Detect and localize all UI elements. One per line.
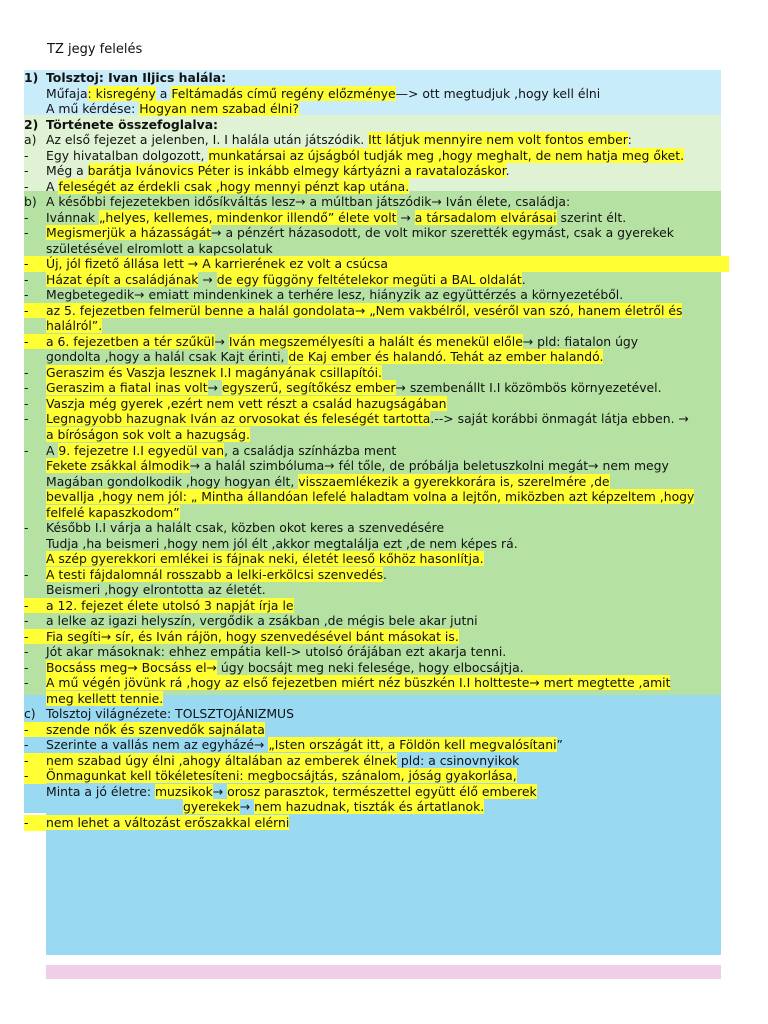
text-run: → — [207, 380, 222, 396]
highlighted-text: halálról”. — [46, 318, 103, 334]
highlighted-text: orosz parasztok, természettel együtt élő emberek — [227, 783, 537, 799]
highlighted-text: a bíróságon sok volt a hazugság. — [46, 427, 250, 442]
line-marker: - — [24, 598, 46, 614]
line-marker: - — [24, 629, 46, 645]
line-text — [46, 70, 226, 86]
highlighted-text: Megismerjük a házasságát — [46, 225, 212, 241]
line-text — [46, 132, 632, 148]
highlighted-text: A testi fájdalomnál rosszabb a lelki-erkölcsi szenvedés — [46, 566, 384, 582]
line-text — [46, 318, 102, 334]
text-run: úgy bocsájt meg neki felesége, hogy elbocsájtja. — [216, 659, 524, 675]
line-text — [46, 101, 299, 117]
text-run: születésével elromlott a kapcsolatuk — [46, 240, 273, 256]
highlighted-text: nem hazudnak, tiszták és ártatlanok. — [254, 799, 485, 815]
line-text — [46, 489, 694, 505]
text-run: ” — [556, 737, 563, 753]
document-title: TZ jegy felelés — [47, 42, 143, 57]
highlighted-text: bevallja ,hogy nem jól: „ Mintha állandóan lefelé haladtam volna a lejtőn, miközben azt képzeltem ,hogy — [46, 489, 695, 504]
text-run: : — [627, 132, 632, 148]
text-run: a lelke az igazi helyszín, vergődik a zsákban ,de mégis bele akar jutni — [46, 613, 478, 629]
highlighted-text: az 5. fejezetben felmerül benne a halál gondolata→ „Nem vakbélről, veséről van szó, hanem életről és — [46, 302, 683, 318]
highlighted-text: nem lehet a változást erőszakkal elérni — [46, 815, 290, 830]
line-text — [46, 567, 387, 583]
line-text — [46, 551, 484, 567]
line-text — [183, 799, 484, 815]
line-text — [46, 691, 163, 707]
line-text — [46, 520, 444, 536]
highlighted-text: „Isten országát itt, a Földön kell megvalósítani — [268, 737, 557, 753]
text-run: A későbbi fejezetekben idősíkváltás lesz→ a múltban játszódik→ Iván élete, családja: — [46, 194, 571, 210]
highlighted-text: Itt látjuk mennyire nem volt fontos ember — [368, 132, 628, 148]
text-run: Új, jól fizető állása lett → A karrierének ez volt a csúcsa — [46, 256, 388, 272]
line-text — [46, 443, 396, 459]
highlighted-text: A mű végén jövünk rá ,hogy az első fejezetben miért néz büszkén I.I holtteste→ mert megtette ,amit — [46, 675, 671, 691]
text-run: Magában gondolkodik ,hogy hogyan élt, — [46, 473, 299, 489]
text-run: Tolsztoj: Ivan Iljics halála: — [46, 70, 227, 85]
line-marker: - — [24, 334, 46, 350]
line-text — [46, 365, 382, 381]
highlighted-text: Hogyan nem szabad élni? — [139, 101, 299, 116]
line-marker: - — [24, 566, 29, 582]
line-text — [46, 505, 180, 521]
line-text — [46, 349, 603, 365]
text-run: . — [505, 163, 510, 179]
text-run: Története összefoglalva: — [46, 116, 219, 132]
line-marker: - — [24, 209, 29, 225]
highlighted-text: a 6. fejezetben a tér szűkül — [46, 333, 215, 349]
highlighted-text: munkatársai az újságból tudják meg ,hogy meghalt, de nem hatja meg őket. — [208, 147, 685, 163]
text-run: Műfaja — [46, 85, 88, 101]
line-marker: - — [24, 147, 29, 163]
text-run: . — [383, 566, 387, 582]
line-text — [46, 598, 294, 614]
line-text — [46, 179, 409, 195]
line-marker: - — [24, 722, 46, 738]
line-text — [46, 396, 447, 412]
highlighted-text: nem szabad úgy élni ,ahogy általában az emberek élnek — [46, 752, 397, 768]
text-run: Szerinte a vallás nem az egyházé→ — [46, 737, 269, 753]
text-run: , a családja színházba ment — [224, 442, 397, 458]
line-text — [46, 737, 563, 753]
highlighted-text: Geraszim és Vaszja lesznek I.I magányának csillapítói. — [46, 364, 382, 380]
line-text — [46, 117, 218, 133]
text-run: → a pénzért házasodott, de volt mikor szerették egymást, csak a gyerekek — [211, 225, 674, 241]
highlighted-text: muzsikok — [154, 783, 213, 799]
text-run: → — [214, 333, 229, 349]
text-run: Még a — [46, 163, 88, 179]
highlighted-text: gyerekek — [183, 799, 240, 815]
highlighted-text: : kisregény — [87, 85, 156, 101]
text-run: A — [46, 442, 59, 458]
line-marker: - — [24, 520, 29, 536]
line-text — [46, 675, 670, 691]
line-text — [46, 241, 273, 257]
text-run: Az első fejezet a jelenben, I. I halála után játszódik. — [46, 132, 369, 148]
line-text — [46, 225, 674, 241]
line-marker: - — [24, 225, 29, 241]
line-marker: - — [24, 411, 29, 427]
line-text — [46, 411, 689, 427]
highlighted-text: „helyes, kellemes, mindenkor illendő” élete volt — [99, 209, 397, 225]
text-run: Jót akar másoknak: ehhez empátia kell-> utolsó órájában ezt akarja tenni. — [46, 644, 507, 660]
line-marker: - — [24, 659, 29, 675]
highlighted-text: Házat épít a családjának — [46, 271, 199, 287]
highlighted-text: Legnagyobb hazugnak Iván az orvosokat és feleségét tartotta — [46, 411, 431, 427]
highlighted-text: A szép gyerekkori emlékei is fájnak neki, életét leeső kőhöz hasonlítja. — [46, 551, 484, 567]
line-text — [46, 194, 570, 210]
text-run: Tudja ,ha beismeri ,hogy nem jól élt ,akkor megtalálja ezt ,de nem képes rá. — [46, 535, 518, 551]
line-marker: - — [24, 644, 29, 660]
text-run: → pld: fiatalon úgy — [522, 333, 639, 349]
line-marker: - — [24, 303, 46, 319]
line-text — [46, 427, 250, 443]
text-run: A mű kérdése: — [46, 101, 140, 116]
text-run: Ivánnak — [46, 209, 99, 225]
text-run: → — [396, 209, 415, 225]
highlighted-text: a 12. fejezet élete utolsó 3 napját írja le — [46, 597, 294, 613]
line-text — [46, 458, 669, 474]
highlighted-text: Bocsáss meg→ Bocsáss el→ — [46, 659, 217, 675]
line-text — [46, 536, 518, 552]
highlighted-text: 9. fejezetre I.I egyedül van — [58, 442, 225, 458]
line-marker: a) — [24, 132, 37, 148]
text-run: → — [198, 271, 217, 287]
highlighted-text: Vaszja még gyerek ,ezért nem vett részt a család hazugságában — [46, 395, 447, 411]
highlighted-text: visszaemlékezik a gyerekkorára is, szerelmére ,de — [298, 473, 610, 489]
text-run: Megbetegedik→ emiatt mindenkinek a terhére lesz, hiányzik az együttérzés a környezetéből. — [46, 287, 624, 303]
highlighted-text: Iván megszemélyesíti a halált és menekül előle — [228, 333, 523, 349]
line-marker: c) — [24, 706, 36, 722]
line-marker: - — [24, 768, 46, 784]
line-marker: - — [24, 613, 29, 629]
text-run: → — [239, 799, 255, 815]
line-text — [46, 163, 510, 179]
line-text — [46, 474, 610, 490]
text-run: . — [521, 271, 526, 287]
line-text — [46, 210, 626, 226]
line-marker: - — [24, 737, 29, 753]
line-text — [46, 380, 662, 396]
text-run: A — [46, 178, 59, 194]
line-text — [46, 613, 478, 629]
line-marker: - — [24, 442, 29, 458]
text-run: —> ott megtudjuk ,hogy kell élni — [395, 85, 601, 101]
highlighted-text: barátja Ivánovics Péter is inkább elmegy kártyázni a ravatalozáskor — [87, 163, 506, 179]
highlighted-text: egyszerű, segítőkész ember — [221, 380, 396, 396]
line-text — [46, 768, 517, 784]
line-marker: - — [24, 178, 29, 194]
line-text — [46, 644, 506, 660]
line-text — [46, 722, 265, 738]
highlighted-text: Feltámadás című regény előzménye — [171, 85, 396, 101]
text-run: Minta a jó életre: — [46, 783, 155, 799]
line-text — [46, 815, 289, 831]
line-text — [46, 256, 729, 272]
line-text — [46, 706, 294, 722]
line-marker: 2) — [24, 116, 39, 132]
line-marker: 1) — [24, 70, 39, 85]
line-text — [46, 148, 684, 164]
highlighted-text: szende nők és szenvedők sajnálata — [46, 721, 265, 737]
line-text — [46, 582, 266, 598]
text-run: → — [212, 783, 228, 799]
line-marker: - — [24, 287, 29, 303]
highlighted-text: de egy függöny feltételekor megüti a BAL oldalát — [216, 271, 522, 287]
line-marker: - — [24, 753, 46, 769]
line-text — [46, 784, 537, 800]
highlighted-text: Fia segíti→ sír, és Iván rájön, hogy szenvedésével bánt másokat is. — [46, 628, 459, 644]
highlighted-text: de Kaj ember és halandó. Tehát az ember halandó. — [288, 349, 604, 365]
text-run: Később I.I várja a halált csak, közben okot keres a szenvedésére — [46, 520, 445, 536]
line-marker: - — [24, 256, 46, 272]
line-marker: - — [24, 380, 29, 396]
highlighted-text: Fekete zsákkal álmodik — [46, 458, 190, 473]
line-text — [46, 272, 526, 288]
line-text — [46, 303, 682, 319]
line-text — [46, 753, 519, 769]
line-text — [46, 334, 638, 350]
text-run: Tolsztoj világnézete: TOLSZTOJÁNIZMUS — [46, 706, 294, 722]
text-run: Beismeri ,hogy elrontotta az életét. — [46, 582, 266, 598]
line-marker: - — [24, 395, 29, 411]
line-text — [46, 287, 623, 303]
text-run: Egy hivatalban dolgozott, — [46, 147, 209, 163]
text-run: → a halál szimbóluma→ fél tőle, de próbálja beletuszkolni megát→ nem megy — [189, 458, 669, 473]
text-run: szerint élt. — [556, 209, 627, 225]
text-run: a — [155, 85, 172, 101]
highlighted-text: Önmagunkat kell tökéletesíteni: megbocsájtás, szánalom, jóság gyakorlása, — [46, 768, 517, 784]
highlighted-text: meg kellett tennie. — [46, 690, 164, 706]
line-marker: - — [24, 675, 29, 691]
line-text — [46, 629, 459, 645]
line-text — [46, 660, 524, 676]
line-marker: - — [24, 271, 29, 287]
highlighted-text: feleségét az érdekli csak ,hogy mennyi pénzt kap utána. — [58, 178, 410, 194]
text-run: gondolta ,hogy a halál csak Kajt érinti, — [46, 349, 289, 365]
highlighted-text: felfelé kapaszkodom” — [46, 504, 180, 520]
line-marker: - — [24, 815, 46, 831]
highlighted-text: Geraszim a fiatal inas volt — [46, 380, 208, 396]
line-marker: - — [24, 364, 29, 380]
text-run: pld: a csinovnyikok — [396, 752, 520, 768]
footer-bar — [46, 965, 721, 979]
line-text — [46, 86, 600, 102]
line-marker: b) — [24, 194, 37, 210]
line-marker: - — [24, 163, 29, 179]
highlighted-text: a társadalom elvárásai — [414, 209, 557, 225]
text-run: .--> saját korábbi önmagát látja ebben. → — [430, 411, 689, 427]
text-run: → szembenállt I.I közömbös környezetével. — [395, 380, 662, 396]
